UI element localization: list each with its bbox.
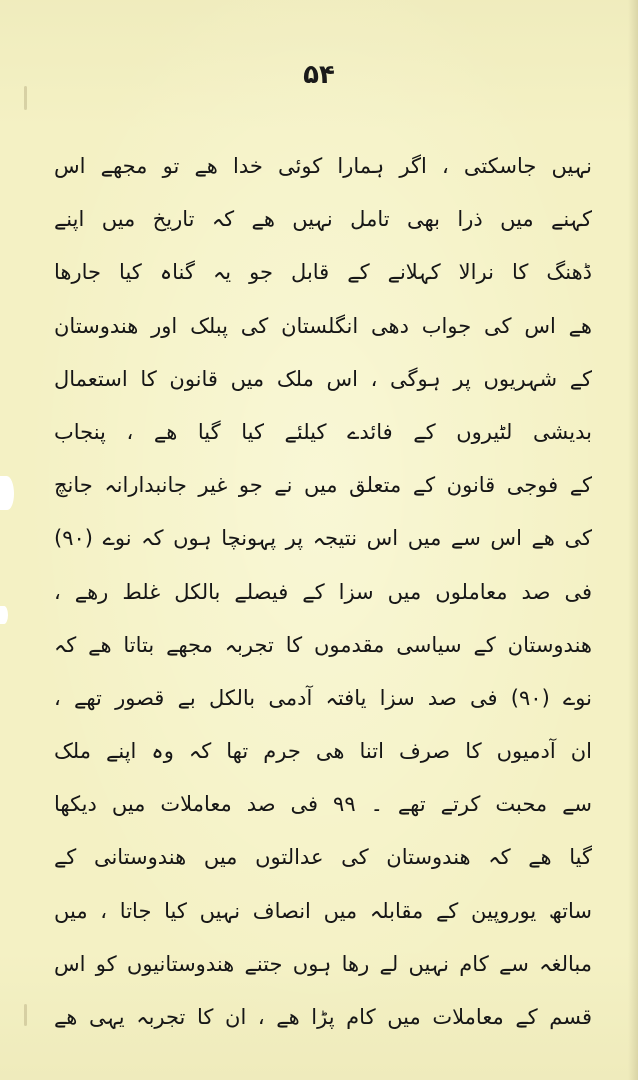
text-line: ھندوستان کے سیاسی مقدموں کا تجربہ مجھے بتاتا ھے کہ <box>54 632 592 657</box>
text-line: فی صد معاملوں میں سزا کے فیصلے بالکل غلط رھے ، <box>54 579 592 604</box>
edge-tear <box>0 606 8 624</box>
page-edge-shadow <box>628 0 638 1080</box>
text-line: کی ھے اس سے میں اس نتیجہ پر پہونچا ہوں کہ نوے (۹۰) <box>54 526 592 551</box>
text-line: نوے (۹۰) فی صد سزا یافتہ آدمی بالکل بے قصور تھے ، <box>54 685 592 710</box>
text-line: کہنے میں ذرا بھی تامل نہیں ھے کہ تاریخ میں اپنے <box>54 207 592 232</box>
page-number: ۵۴ <box>303 60 335 90</box>
body-text <box>54 140 592 1044</box>
text-line: ھے اس کی جواب دھی انگلستان کی پبلک اور ھندوستان <box>54 313 592 338</box>
edge-stain <box>24 1004 27 1026</box>
text-line: ساتھ یوروپین کے مقابلہ میں انصاف نہیں کیا جاتا ، میں <box>54 898 592 923</box>
text-line: کے فوجی قانون کے متعلق میں نے جو غیر جانبدارانہ جانچ <box>54 473 592 498</box>
text-line: قسم کے معاملات میں کام پڑا ھے ، ان کا تجربہ یہی ھے <box>54 1005 592 1029</box>
text-line: بدیشی لٹیروں کے فائدے کیلئے کیا گیا ھے ، پنجاب <box>54 419 592 444</box>
text-line: گیا ھے کہ ھندوستان کی عدالتوں میں ھندوستانی کے <box>54 845 592 870</box>
text-line: نہیں جاسکتی ، اگر ہمارا کوئی خدا ھے تو مجھے اس <box>54 154 592 178</box>
text-line: ان آدمیوں کا صرف اتنا ھی جرم تھا کہ وہ اپنے ملک <box>54 739 592 764</box>
text-line: مبالغہ سے کام نہیں لے رھا ہوں جتنے ھندوستانیوں کو اس <box>54 951 592 976</box>
text-line: سے محبت کرتے تھے ۔ ۹۹ فی صد معاملات میں دیکھا <box>54 792 592 817</box>
edge-tear <box>0 476 14 510</box>
text-line: کے شہریوں پر ہوگی ، اس ملک میں قانون کا استعمال <box>54 366 592 391</box>
text-line: ڈھنگ کا نرالا کہلانے کے قابل جو یہ گناہ کیا جارھا <box>54 260 592 285</box>
